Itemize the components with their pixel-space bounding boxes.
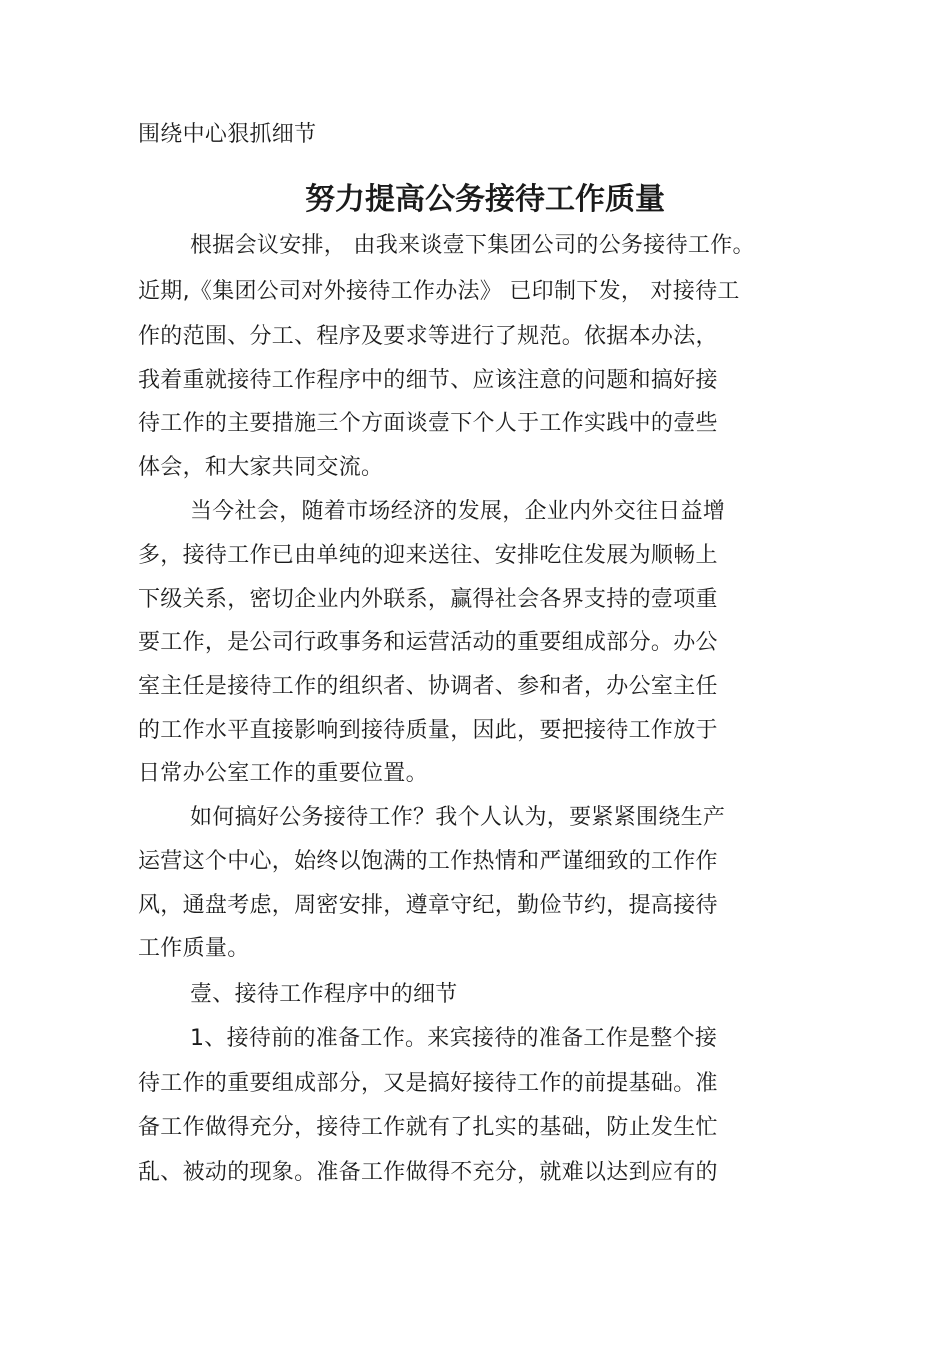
paragraph-line: 待工作的重要组成部分，又是搞好接待工作的前提基础。准 — [138, 1071, 718, 1096]
paragraph-line: 近期,《集团公司对外接待工作办法》 已印制下发， 对接待工 — [138, 279, 740, 304]
paragraph-line: 室主任是接待工作的组织者、协调者、参和者，办公室主任 — [138, 674, 718, 699]
document-subtitle: 围绕中心狠抓细节 — [138, 122, 317, 147]
paragraph-line: 风，通盘考虑，周密安排，遵章守纪，勤俭节约，提高接待 — [138, 893, 718, 918]
paragraph-line: 1、接待前的准备工作。来宾接待的准备工作是整个接 — [190, 1026, 718, 1051]
paragraph-line: 待工作的主要措施三个方面谈壹下个人于工作实践中的壹些 — [138, 411, 718, 436]
paragraph-line: 日常办公室工作的重要位置。 — [138, 761, 428, 786]
paragraph-line: 的工作水平直接影响到接待质量，因此，要把接待工作放于 — [138, 718, 718, 743]
paragraph-line: 我着重就接待工作程序中的细节、应该注意的问题和搞好接 — [138, 368, 718, 393]
paragraph-line: 下级关系，密切企业内外联系，赢得社会各界支持的壹项重 — [138, 587, 718, 612]
paragraph-line: 当今社会，随着市场经济的发展，企业内外交往日益增 — [190, 499, 726, 524]
paragraph-line: 工作质量。 — [138, 936, 250, 961]
paragraph-line: 如何搞好公务接待工作？我个人认为，要紧紧围绕生产 — [190, 805, 726, 830]
paragraph-line: 多，接待工作已由单纯的迎来送往、安排吃住发展为顺畅上 — [138, 543, 718, 568]
paragraph-line: 乱、被动的现象。准备工作做得不充分，就难以达到应有的 — [138, 1160, 718, 1185]
paragraph-line: 根据会议安排， 由我来谈壹下集团公司的公务接待工作。 — [190, 233, 755, 258]
paragraph-line: 作的范围、分工、程序及要求等进行了规范。依据本办法， — [138, 324, 718, 349]
paragraph-line: 要工作，是公司行政事务和运营活动的重要组成部分。办公 — [138, 630, 718, 655]
paragraph-line: 备工作做得充分，接待工作就有了扎实的基础，防止发生忙 — [138, 1115, 718, 1140]
section-heading: 壹、接待工作程序中的细节 — [190, 982, 458, 1007]
document-title: 努力提高公务接待工作质量 — [305, 182, 665, 217]
paragraph-line: 运营这个中心，始终以饱满的工作热情和严谨细致的工作作 — [138, 849, 718, 874]
paragraph-line: 体会，和大家共同交流。 — [138, 455, 384, 480]
